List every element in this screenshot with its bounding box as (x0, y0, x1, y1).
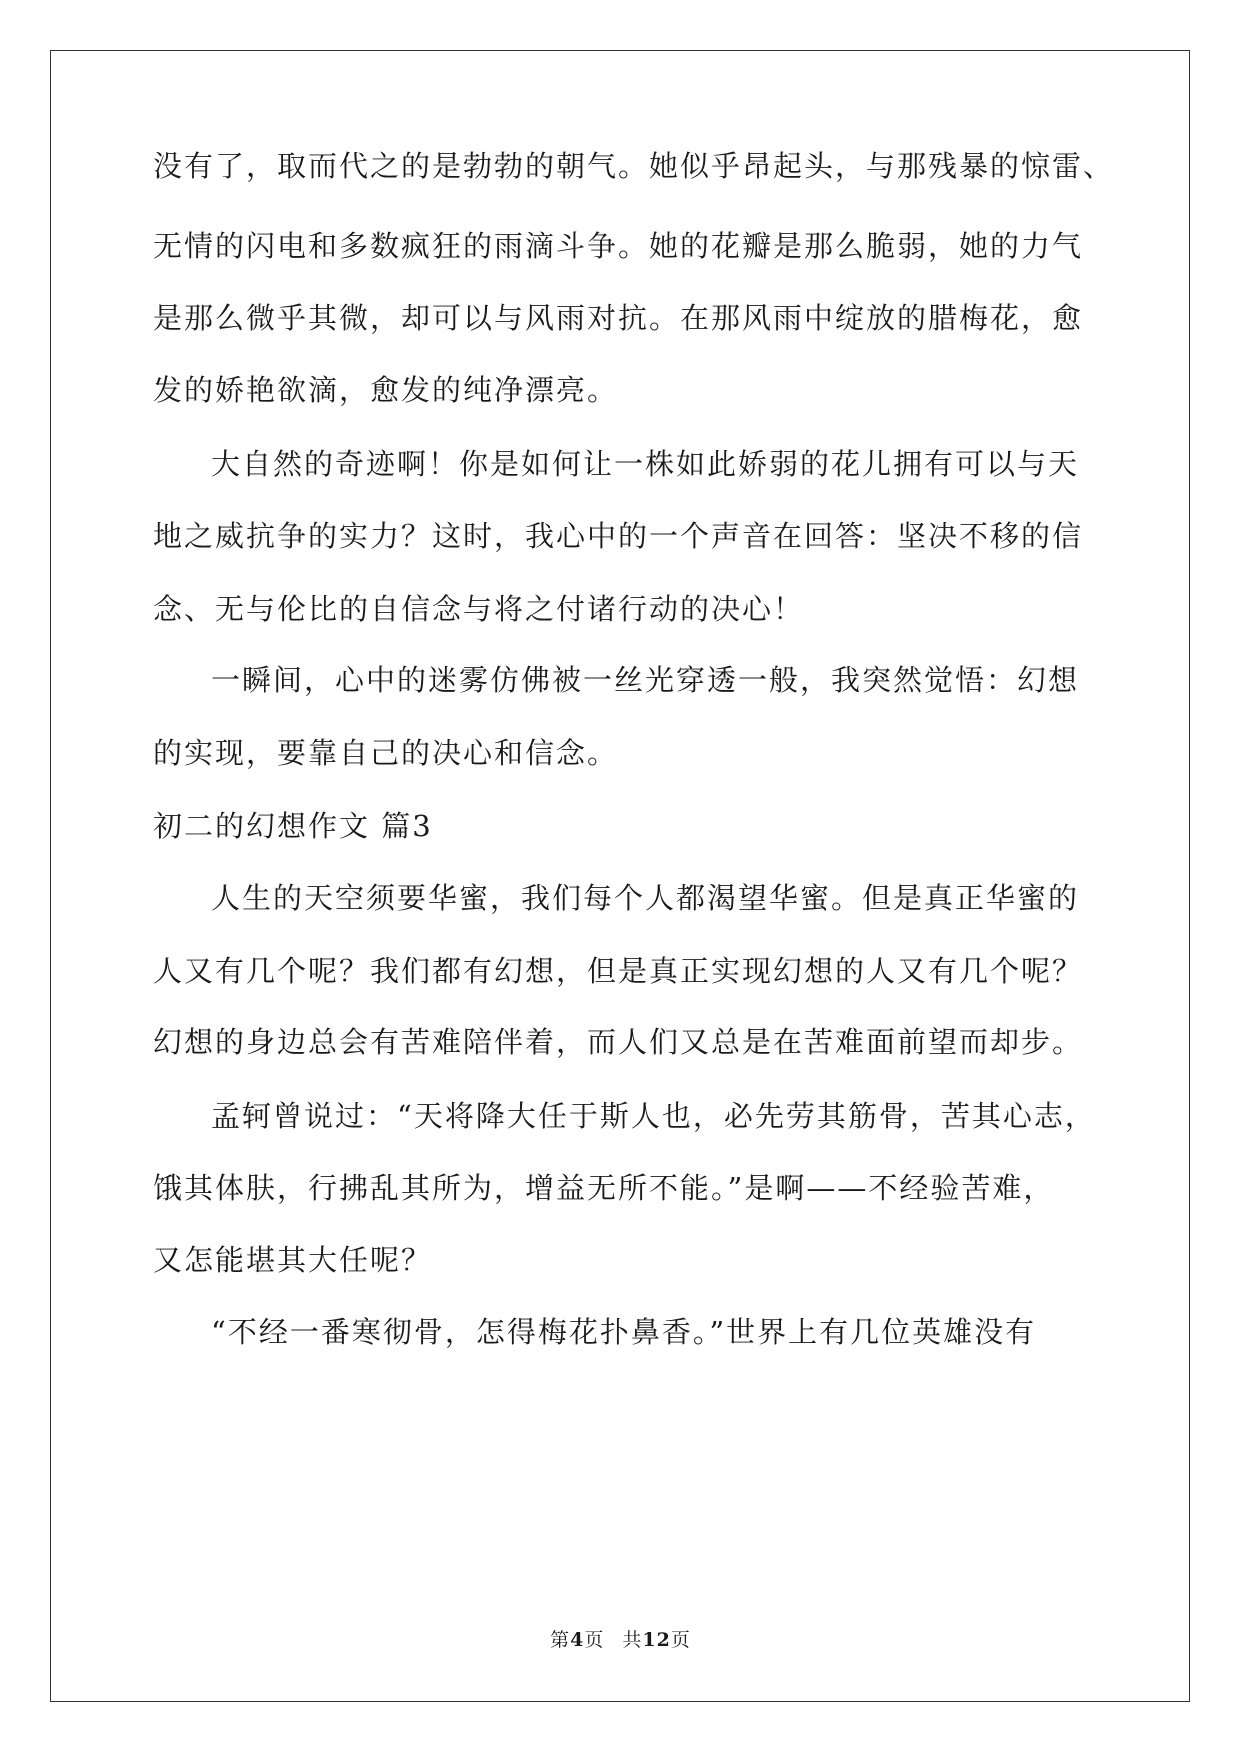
section-heading: 初二的幻想作文 篇3 (153, 809, 433, 843)
paragraph-line: 念、无与伦比的自信念与将之付诸行动的决心！ (153, 592, 805, 626)
paragraph-line: 人生的天空须要华蜜，我们每个人都渴望华蜜。但是真正华蜜的 (211, 881, 1080, 915)
paragraph-line: 大自然的奇迹啊！你是如何让一株如此娇弱的花儿拥有可以与天 (211, 447, 1080, 481)
page-number: 4 (570, 1629, 585, 1651)
paragraph-line: 饿其体肤，行拂乱其所为，增益无所不能。”是啊——不经验苦难， (153, 1171, 1055, 1205)
paragraph-line: 没有了，取而代之的是勃勃的朝气。她似乎昂起头，与那残暴的惊雷、 (153, 149, 1115, 183)
paragraph-line: 无情的闪电和多数疯狂的雨滴斗争。她的花瓣是那么脆弱，她的力气 (153, 229, 1084, 263)
total-pages: 12 (642, 1629, 671, 1651)
paragraph-line: 是那么微乎其微，却可以与风雨对抗。在那风雨中绽放的腊梅花，愈 (153, 301, 1084, 335)
paragraph-line: 幻想的身边总会有苦难陪伴着，而人们又总是在苦难面前望而却步。 (153, 1025, 1084, 1059)
total-suffix: 页 (670, 1629, 691, 1651)
paragraph-line: 的实现，要靠自己的决心和信念。 (153, 736, 619, 770)
paragraph-line: “不经一番寒彻骨，怎得梅花扑鼻香。”世界上有几位英雄没有 (211, 1315, 1037, 1349)
paragraph-line: 又怎能堪其大任呢？ (153, 1243, 433, 1277)
total-prefix: 共 (622, 1629, 643, 1651)
paragraph-line: 人又有几个呢？我们都有幻想，但是真正实现幻想的人又有几个呢？ (153, 954, 1084, 988)
paragraph-line: 地之威抗争的实力？这时，我心中的一个声音在回答：坚决不移的信 (153, 519, 1084, 553)
page-prefix: 第 (550, 1629, 571, 1651)
paragraph-line: 发的娇艳欲滴，愈发的纯净漂亮。 (153, 373, 619, 407)
page-footer (0, 1628, 1241, 1652)
page-suffix: 页 (584, 1629, 605, 1651)
paragraph-line: 孟轲曾说过：“天将降大任于斯人也，必先劳其筋骨，苦其心志， (211, 1099, 1096, 1133)
paragraph-line: 一瞬间，心中的迷雾仿佛被一丝光穿透一般，我突然觉悟：幻想 (211, 663, 1080, 697)
